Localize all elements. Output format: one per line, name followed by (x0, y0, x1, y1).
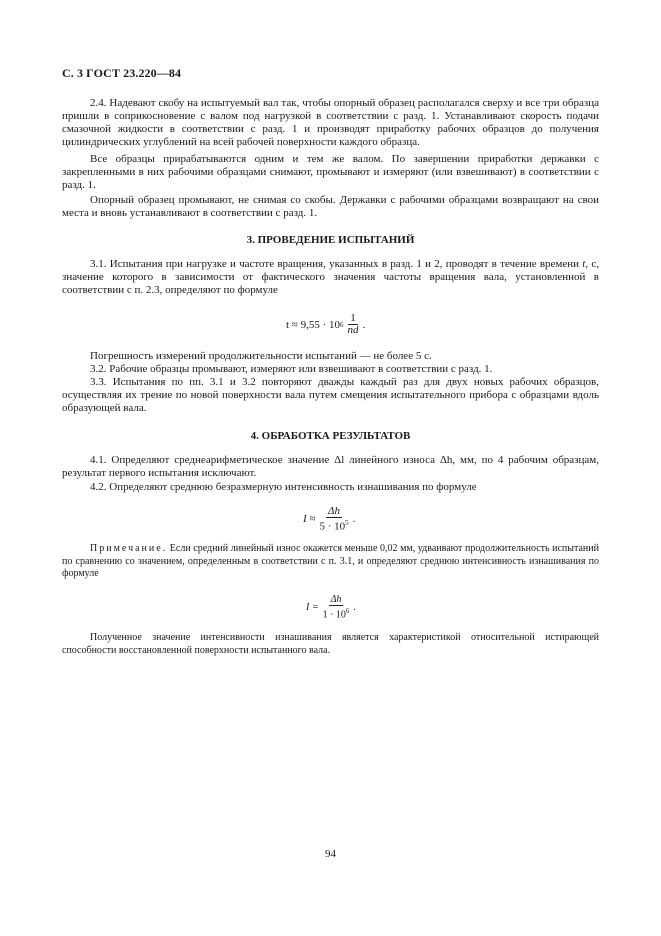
paragraph-3-3 (62, 376, 599, 415)
fraction-denominator: nd (347, 324, 359, 336)
formula-fraction (346, 313, 361, 336)
fraction-numerator: Δh (330, 594, 342, 605)
paragraph-text: 3.2. Рабочие образцы промывают, измеряют или взвешивают в соответствии с разд. 1. (90, 363, 493, 375)
paragraph-text: Погрешность измерений продолжительности испытаний — не более 5 с. (90, 350, 432, 362)
formula-end: . (352, 513, 356, 526)
fraction-numerator: 1 (350, 312, 356, 324)
paragraph-text: Полученное значение интенсивности изнашивания является характеристикой относительной истирающей способности восстановленной поверхности испытанного вала. (62, 632, 599, 656)
paragraph-4-1 (62, 454, 599, 480)
paragraph-text: , с, значение которого в зависимости от фактического значения частоты вращения вала, установленной в соответствии с п. 2.3, определяют по формуле (62, 258, 599, 296)
formula-end: . (353, 601, 356, 613)
fraction-numerator: Δh (328, 505, 341, 517)
page-number: 94 (325, 848, 336, 860)
paragraph-3-1 (62, 258, 599, 297)
formula-time (286, 313, 365, 336)
formula-exponent: 6 (340, 320, 344, 329)
paragraph-accuracy (62, 350, 599, 363)
formula-exponent: 5 (345, 519, 349, 527)
section-3-heading: 3. ПРОВЕДЕНИЕ ИСПЫТАНИЙ (246, 234, 415, 246)
paragraph-text: 3.1. Испытания при нагрузке и частоте вращения, указанных в разд. 1 и 2, проводят в течение времени (90, 258, 583, 270)
formula-lhs: t ≈ 9,55 · 10 (286, 318, 341, 331)
paragraph-conclusion (62, 632, 599, 657)
paragraph-text: 4.2. Определяют среднюю безразмерную интенсивность изнашивания по формуле (90, 481, 477, 493)
formula-exponent: 6 (345, 607, 350, 615)
paragraph-2-4 (62, 97, 599, 149)
paragraph-text: 4.1. Определяют среднеарифметическое значение Δl линейного износа Δh, мм, по 4 рабочим образцам, результат первого испытания исключают. (62, 454, 599, 479)
paragraph-text: 2.4. Надевают скобу на испытуемый вал так, чтобы опорный образец располагался сверху и все три образца пришли в соприкосновение с валом под нагрузкой в соответствии с разд. 1. Устанавливают скорость подачи смазочной жидкости в соответствии с разд. 1 и производят приработку рабочих образцов до получения цилиндрических углублений на всей рабочей поверхности каждого образца. (62, 97, 599, 148)
variable-t: t (582, 258, 586, 270)
paragraph-2-4-c (62, 194, 599, 220)
section-4-heading: 4. ОБРАБОТКА РЕЗУЛЬТАТОВ (250, 430, 411, 442)
document-header: С. 3 ГОСТ 23.220—84 (62, 66, 182, 80)
note-text: Если средний линейный износ окажется меньше 0,02 мм, удваивают продолжительность испытаний по сравнению со значением, определенным в соответствии с п. 3.1, и определяют среднюю интенсивность изнашивания по формуле (62, 543, 599, 579)
formula-lhs: I ≈ (303, 513, 316, 526)
note (62, 543, 599, 581)
fraction-denominator: 1 · 10 (322, 609, 346, 621)
note-label: Примечание. (90, 543, 168, 554)
formula-intensity-small (306, 594, 356, 620)
formula-end: . (362, 318, 366, 331)
paragraph-4-2 (62, 481, 599, 494)
fraction-denominator: 5 · 10 (319, 520, 346, 533)
paragraph-2-4-b (62, 153, 599, 192)
paragraph-text: Опорный образец промывают, не снимая со скобы. Державки с рабочими образцами возвращают на свои места и вновь устанавливают в соответствии с разд. 1. (62, 194, 599, 219)
formula-fraction (321, 594, 352, 620)
paragraph-text: Все образцы прирабатываются одним и тем же валом. По завершении приработки державки с закрепленными в них рабочими образцами снимают, промывают и измеряют (или взвешивают) в соответствии с разд. 1. (62, 153, 599, 191)
formula-lhs: I = (306, 601, 319, 613)
paragraph-3-2 (62, 363, 599, 376)
paragraph-text: 3.3. Испытания по пп. 3.1 и 3.2 повторяют дважды каждый раз для двух новых рабочих образцов, осуществляя их трение по новой поверхности вала путем смещения испытательного прибора с образцами вдоль образующей вала. (62, 376, 599, 414)
formula-intensity (303, 506, 355, 533)
formula-fraction (317, 506, 350, 533)
